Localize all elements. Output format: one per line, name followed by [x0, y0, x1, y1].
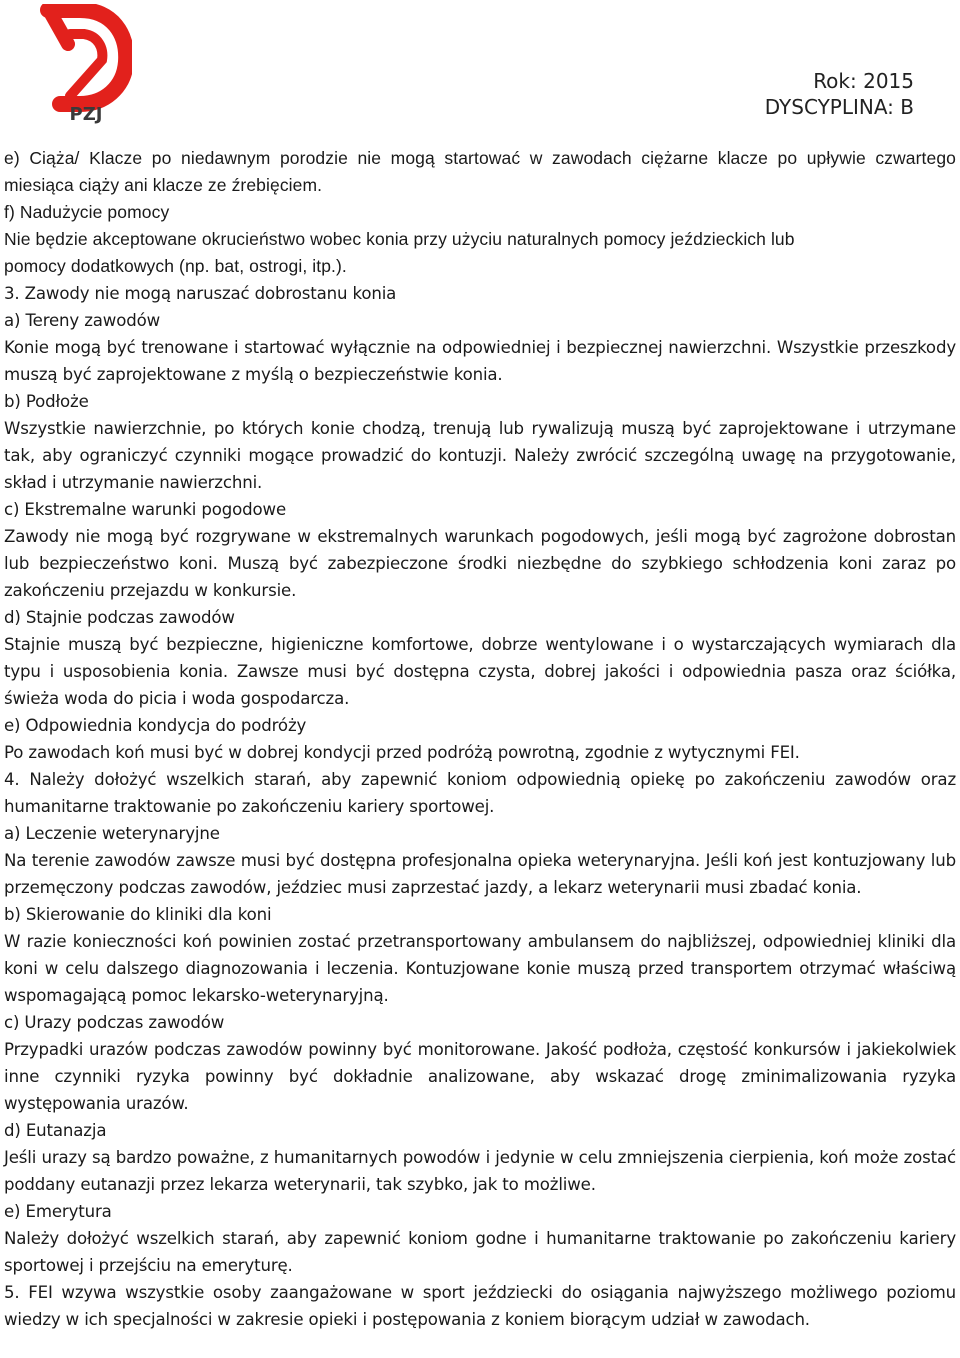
section-heading: b) Skierowanie do kliniki dla koni: [4, 905, 272, 924]
paragraph: Przypadki urazów podczas zawodów powinny być monitorowane. Jakość podłoża, częstość konkursów i jakiekolwiek inne czynniki ryzyka powinny być dokładnie analizowane, aby wskazać drogę zminimalizowania ryzyka występowania urazów.: [4, 1040, 956, 1113]
section-heading: f) Nadużycie pomocy: [4, 202, 170, 222]
paragraph: Zawody nie mogą być rozgrywane w ekstremalnych warunkach pogodowych, jeśli mogą być zagrożone dobrostan lub bezpieczeństwo koni. Muszą być zabezpieczone środki niezbędne do szybkiego schłodzenia koni zaraz po zakończeniu przejazdu w konkursie.: [4, 527, 956, 600]
paragraph: Nie będzie akceptowane okrucieństwo wobec konia przy użyciu naturalnych pomocy jeździeckich lub pomocy dodatkowych (np. bat, ostrogi, itp.).: [4, 229, 795, 276]
paragraph: Na terenie zawodów zawsze musi być dostępna profesjonalna opieka weterynaryjna. Jeśli koń jest kontuzjowany lub przemęczony podczas zawodów, jeździec musi zaprzestać jazdy, a lekarz weterynarii musi zbadać konia.: [4, 851, 956, 897]
paragraph: Należy dołożyć wszelkich starań, aby zapewnić koniom godne i humanitarne traktowanie po zakończeniu kariery sportowej i przejściu na emeryturę.: [4, 1229, 956, 1275]
paragraph: Po zawodach koń musi być w dobrej kondycji przed podróżą powrotną, zgodnie z wytycznymi FEI.: [4, 743, 800, 762]
paragraph: Wszystkie nawierzchnie, po których konie chodzą, trenują lub rywalizują muszą być zaprojektowane i utrzymane tak, aby ograniczyć czynniki mogące prowadzić do kontuzji. Należy zwrócić szczególną uwagę na przygotowanie, skład i utrzymanie nawierzchni.: [4, 419, 956, 492]
paragraph: e) Ciąża/ Klacze po niedawnym porodzie nie mogą startować w zawodach ciężarne klacze po upływie czwartego miesiąca ciąży ani klacze ze źrebięciem.: [4, 148, 956, 195]
section-heading: e) Odpowiednia kondycja do podróży: [4, 716, 307, 735]
paragraph: 5. FEI wzywa wszystkie osoby zaangażowane w sport jeździecki do osiągania najwyższego możliwego poziomu wiedzy w ich specjalności w zakresie opieki i postępowania z koniem biorącym udział w zawodach.: [4, 1283, 956, 1329]
document-body: [4, 145, 956, 1333]
svg-text:PZJ: PZJ: [69, 104, 103, 124]
section-heading: c) Urazy podczas zawodów: [4, 1013, 225, 1032]
paragraph: Stajnie muszą być bezpieczne, higieniczne komfortowe, dobrze wentylowane i o wystarczających wymiarach dla typu i usposobienia konia. Zawsze musi być dostępna czysta, dobrej jakości i odpowiednia pasza oraz ściółka, świeża woda do picia i woda gospodarcza.: [4, 635, 956, 708]
section-heading: 4. Należy dołożyć wszelkich starań, aby zapewnić koniom odpowiednią opiekę po zakończeniu zawodów oraz humanitarne traktowanie po zakończeniu kariery sportowej.: [4, 770, 956, 816]
paragraph: Jeśli urazy są bardzo poważne, z humanitarnych powodów i jedynie w celu zmniejszenia cierpienia, koń może zostać poddany eutanazji przez lekarza weterynarii, tak szybko, jak to możliwe.: [4, 1148, 956, 1194]
section-heading: a) Leczenie weterynaryjne: [4, 824, 220, 843]
section-heading: 3. Zawody nie mogą naruszać dobrostanu konia: [4, 284, 397, 303]
section-heading: a) Tereny zawodów: [4, 311, 161, 330]
document-header: [765, 68, 914, 120]
year-label: Rok: 2015: [813, 69, 914, 93]
paragraph: Konie mogą być trenowane i startować wyłącznie na odpowiedniej i bezpiecznej nawierzchni. Wszystkie przeszkody muszą być zaprojektowane z myślą o bezpieczeństwie konia.: [4, 338, 956, 384]
section-heading: d) Eutanazja: [4, 1121, 107, 1140]
section-heading: b) Podłoże: [4, 392, 89, 411]
discipline-label: DYSCYPLINA: B: [764, 95, 914, 119]
paragraph: W razie konieczności koń powinien zostać przetransportowany ambulansem do najbliższej, odpowiedniej kliniki dla koni w celu dalszego diagnozowania i leczenia. Kontuzjowane konie muszą przed transportem otrzymać właściwą wspomagającą pomoc lekarsko-weterynaryjną.: [4, 932, 956, 1005]
section-heading: d) Stajnie podczas zawodów: [4, 608, 235, 627]
section-heading: c) Ekstremalne warunki pogodowe: [4, 500, 287, 519]
section-heading: e) Emerytura: [4, 1202, 112, 1221]
pzj-logo: [40, 4, 132, 124]
